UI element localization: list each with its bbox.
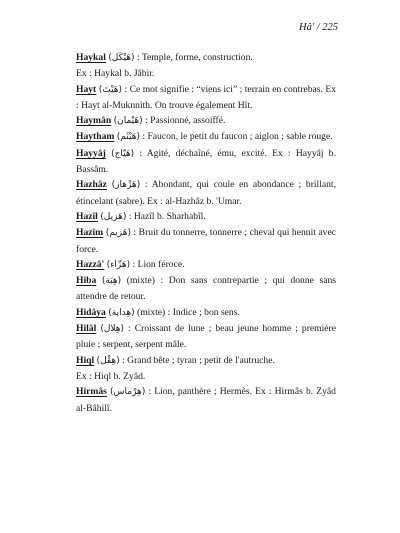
entry-headword: Hiba <box>76 275 97 287</box>
entry-arabic: (هَيْثَم) <box>116 132 140 143</box>
entry-headword: Hazîl <box>76 210 98 222</box>
entry-headword: Hirmâs <box>76 386 107 398</box>
entry-definition: : Bruit du tonnerre, tonnerre ; cheval qui hennit avec force. <box>76 227 336 255</box>
entry-haytham <box>76 129 336 145</box>
entry-headword: Hidâya <box>76 306 106 318</box>
entry-hazhaz <box>76 177 336 209</box>
entry-hirmas <box>76 384 336 416</box>
entry-arabic: (هَيْتَ) <box>98 84 123 95</box>
entry-headword: Haykal <box>76 52 106 63</box>
entry-arabic: (هَيْمان) <box>113 116 143 127</box>
entry-headword: Hiql <box>76 354 95 366</box>
entry-hilal <box>76 321 336 353</box>
entry-hiba <box>76 273 336 305</box>
entry-example: Ex : Hiql b. Zyâd. <box>76 370 146 382</box>
entry-arabic: (هَيْكَل) <box>108 53 135 63</box>
entry-arabic: (هَيّاج) <box>111 148 135 159</box>
entry-definition: (mixte) : Indice ; bon sens. <box>137 306 240 318</box>
entry-definition: (mixte) : Don sans contrepartie ; qui donne sans attendre de retour. <box>76 275 336 303</box>
entry-arabic: (هِبَة) <box>101 276 122 287</box>
entry-arabic: (هِداية) <box>108 307 135 318</box>
entry-arabic: (هَزْهاز) <box>111 180 141 191</box>
entry-definition: : Faucon, le petit du faucon ; aiglon ; sable rouge. <box>142 131 333 143</box>
entry-headword: Hilâl <box>76 323 97 335</box>
entry-definition: : Agité, déchaîné, ému, excité. Ex : Hayyâj b. Bassâm. <box>76 147 336 176</box>
entry-example: Ex : Haykal b. Jâbir. <box>76 68 155 80</box>
entry-definition: : Lion féroce. <box>132 258 185 270</box>
entry-headword: Hazîm <box>76 227 104 239</box>
entry-headword: Hayyâj <box>76 147 106 159</box>
entry-headword: Hazzâ' <box>76 258 105 270</box>
entry-arabic: (هِقْل) <box>96 355 120 366</box>
entry-list <box>76 50 336 416</box>
entry-hayt <box>76 82 336 114</box>
entry-headword: Haymân <box>76 115 112 127</box>
entry-definition: : Grand bête ; tyran ; petit de l'autruche. <box>122 354 275 366</box>
entry-hazil <box>76 209 336 225</box>
entry-headword: Haytham <box>76 131 115 143</box>
entry-arabic: (هِلال) <box>100 324 124 335</box>
entry-hiql <box>76 353 336 385</box>
entry-hazim <box>76 225 336 257</box>
entry-haykal <box>76 50 336 82</box>
entry-arabic: (هَزيم) <box>105 228 131 239</box>
entry-hazza <box>76 257 336 273</box>
entry-definition: : Lion, panthère ; Hermès. Ex : Hirmâs b. Zyâd al-Bâhilî. <box>76 386 336 414</box>
entry-arabic: (هِرْماس) <box>110 387 146 398</box>
entry-hidaya <box>76 305 336 321</box>
entry-hayyaj <box>76 146 336 178</box>
entry-definition: : Temple, forme, construction. <box>136 52 253 63</box>
entry-hayman <box>76 113 336 129</box>
entry-arabic: (هَزيل) <box>100 211 127 222</box>
entry-definition: : Croissant de lune ; beau jeune homme ; première pluie ; serpent, serpent mâle. <box>76 323 336 351</box>
entry-definition: : Passionné, assoiffé. <box>145 115 226 127</box>
entry-definition: : Abondant, qui coule en abondance ; brillant, étincelant (sabre). Ex : al-Hazhâz b. 'Umar. <box>76 179 336 207</box>
entry-headword: Hayt <box>76 83 97 95</box>
entry-definition: : Ce mot signifie : “viens ici” ; terrain en contrebas. Ex : Hayt al-Muknnith. On trouve également Hît. <box>76 83 337 111</box>
entry-arabic: (هَزّاء) <box>106 259 131 270</box>
entry-definition: : Hazîl b. Sharhabîl. <box>128 210 206 222</box>
entry-headword: Hazhâz <box>76 179 107 191</box>
dictionary-page <box>76 20 336 416</box>
page-header: Hâ' / 225 <box>299 22 338 33</box>
